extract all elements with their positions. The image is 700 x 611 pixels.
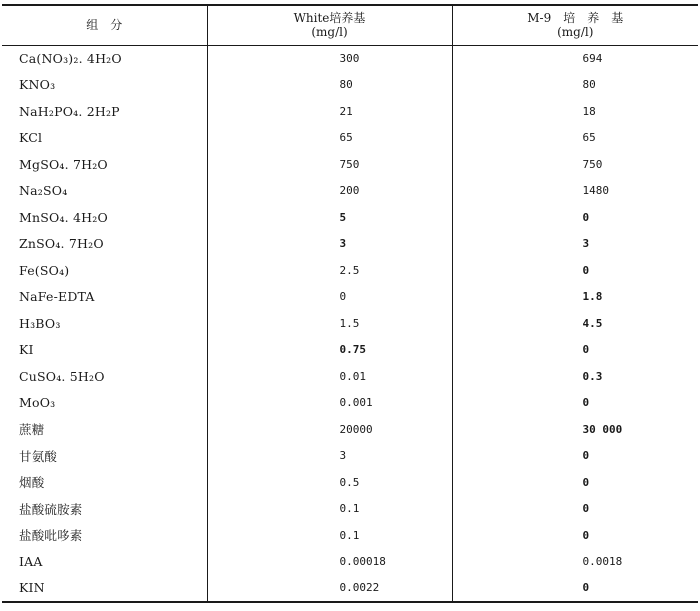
table-row — [2, 337, 698, 364]
table-row — [2, 310, 698, 337]
m9-value-cell: 750 — [452, 151, 698, 178]
header-white-title: White培养基 — [293, 11, 366, 26]
component-cell: Fe(SO₄) — [19, 262, 70, 278]
table-row — [2, 416, 698, 443]
table-row — [2, 549, 698, 576]
component-cell: KNO₃ — [19, 77, 56, 93]
white-value-cell: 0.001 — [207, 390, 452, 417]
m9-value-cell: 3 — [452, 231, 698, 258]
white-value-cell: 0 — [207, 284, 452, 311]
table-row — [2, 98, 698, 125]
component-cell: KCl — [19, 130, 43, 146]
m9-value-cell: 1.8 — [452, 284, 698, 311]
m9-value-cell: 0 — [452, 443, 698, 470]
table-row — [2, 151, 698, 178]
m9-value-cell: 0 — [452, 469, 698, 496]
white-value-cell: 0.1 — [207, 496, 452, 523]
header-m9-medium — [452, 5, 698, 45]
table-row — [2, 125, 698, 152]
header-white-medium — [207, 5, 452, 45]
m9-value-cell: 0.3 — [452, 363, 698, 390]
component-cell: 蔗糖 — [19, 422, 45, 438]
component-cell: MoO₃ — [19, 395, 56, 411]
white-value-cell: 2.5 — [207, 257, 452, 284]
white-value-cell: 65 — [207, 125, 452, 152]
table-row — [2, 257, 698, 284]
m9-value-cell: 18 — [452, 98, 698, 125]
component-cell: 烟酸 — [19, 475, 45, 491]
component-cell: 盐酸吡哆素 — [19, 528, 83, 544]
white-value-cell: 0.75 — [207, 337, 452, 364]
component-cell: ZnSO₄. 7H₂O — [19, 236, 104, 252]
m9-value-cell: 0 — [452, 390, 698, 417]
white-value-cell: 5 — [207, 204, 452, 231]
m9-value-cell: 0.0018 — [452, 549, 698, 576]
white-value-cell: 0.0022 — [207, 575, 452, 602]
table-row — [2, 443, 698, 470]
component-cell: Na₂SO₄ — [19, 183, 68, 199]
m9-value-cell: 65 — [452, 125, 698, 152]
table-row — [2, 204, 698, 231]
table-header-row — [2, 5, 698, 45]
white-value-cell: 20000 — [207, 416, 452, 443]
table-row — [2, 72, 698, 99]
component-cell: MnSO₄. 4H₂O — [19, 209, 108, 225]
white-value-cell: 750 — [207, 151, 452, 178]
header-m9-unit: (mg/l) — [557, 25, 594, 40]
component-cell: IAA — [19, 554, 43, 570]
component-cell: KI — [19, 342, 34, 358]
component-cell: 甘氨酸 — [19, 448, 58, 464]
header-component — [2, 5, 207, 45]
white-value-cell: 0.00018 — [207, 549, 452, 576]
white-value-cell: 0.5 — [207, 469, 452, 496]
table-row — [2, 390, 698, 417]
m9-value-cell: 1480 — [452, 178, 698, 205]
component-cell: H₃BO₃ — [19, 315, 61, 331]
m9-value-cell: 0 — [452, 257, 698, 284]
table-row — [2, 284, 698, 311]
component-cell: CuSO₄. 5H₂O — [19, 368, 105, 384]
white-value-cell: 0.01 — [207, 363, 452, 390]
white-value-cell: 1.5 — [207, 310, 452, 337]
m9-value-cell: 80 — [452, 72, 698, 99]
white-value-cell: 0.1 — [207, 522, 452, 549]
white-value-cell: 300 — [207, 45, 452, 72]
m9-value-cell: 0 — [452, 496, 698, 523]
white-value-cell: 21 — [207, 98, 452, 125]
component-cell: MgSO₄. 7H₂O — [19, 156, 108, 172]
table-row — [2, 522, 698, 549]
table-row — [2, 496, 698, 523]
white-value-cell: 200 — [207, 178, 452, 205]
component-cell: NaFe-EDTA — [19, 289, 95, 305]
table-row — [2, 178, 698, 205]
component-cell: KIN — [2, 575, 207, 602]
table-row — [2, 469, 698, 496]
header-component-label: 组 分 — [86, 18, 123, 33]
m9-value-cell: 0 — [452, 204, 698, 231]
component-cell: Ca(NO₃)₂. 4H₂O — [19, 51, 122, 66]
table-row — [2, 45, 698, 72]
table-row — [2, 231, 698, 258]
table-row — [2, 575, 698, 602]
table-row — [2, 363, 698, 390]
m9-value-cell: 0 — [452, 522, 698, 549]
m9-value-cell: 4.5 — [452, 310, 698, 337]
m9-value-cell: 0 — [452, 337, 698, 364]
m9-value-cell: 694 — [452, 45, 698, 72]
header-m9-title: M-9 培 养 基 — [527, 11, 624, 26]
header-white-unit: (mg/l) — [311, 25, 348, 40]
white-value-cell: 80 — [207, 72, 452, 99]
m9-value-cell: 0 — [452, 575, 698, 602]
white-value-cell: 3 — [207, 231, 452, 258]
component-cell: NaH₂PO₄. 2H₂P — [19, 103, 120, 119]
culture-media-table — [2, 4, 698, 603]
component-cell: 盐酸硫胺素 — [19, 501, 83, 517]
m9-value-cell: 30 000 — [452, 416, 698, 443]
white-value-cell: 3 — [207, 443, 452, 470]
